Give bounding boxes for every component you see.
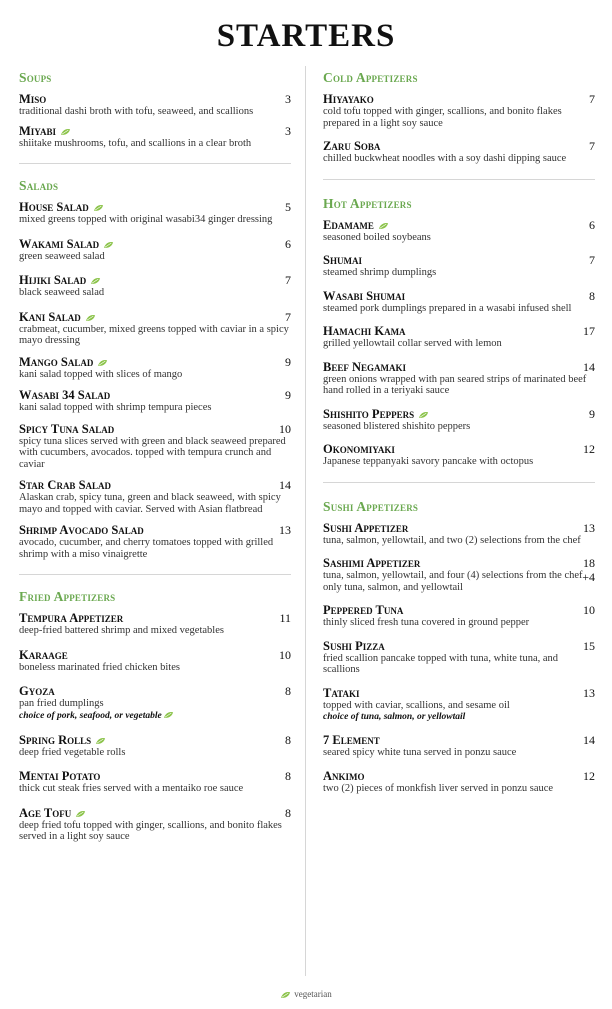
item-description: chilled buckwheat noodles with a soy dashi dipping sauce <box>323 153 567 164</box>
item-price: 13 <box>279 523 291 537</box>
item-name: Gyoza <box>19 684 55 698</box>
item-name: Okonomiyaki <box>323 442 395 456</box>
menu-section-sushi <box>323 499 595 795</box>
menu-section-salads <box>19 178 291 560</box>
item-price: 14 <box>583 359 595 374</box>
item-description: grilled yellowtail collar served with lemon <box>323 338 502 349</box>
menu-section-fried <box>19 589 291 843</box>
item-price: 13 <box>583 685 595 700</box>
menu-item <box>19 355 291 381</box>
item-choice: choice of tuna, salmon, or yellowtail <box>323 712 466 722</box>
item-description: deep fried vegetable rolls <box>19 746 126 758</box>
right-column <box>323 70 595 794</box>
menu-item <box>19 478 291 515</box>
section-title: Hot Appetizers <box>323 195 412 211</box>
item-description: tuna, salmon, yellowtail, and two (2) selections from the chef <box>323 534 581 546</box>
item-name: Mentai Potato <box>19 769 101 783</box>
menu-section-hot <box>323 196 595 468</box>
section-title: Fried Appetizers <box>19 589 116 604</box>
item-description: thinly sliced fresh tuna covered in ground pepper <box>323 617 530 628</box>
item-name: Hamachi Kama <box>323 324 406 338</box>
item-name: Kani Salad <box>19 310 291 324</box>
item-description: black seaweed salad <box>19 287 105 298</box>
menu-item <box>323 556 595 593</box>
item-description: cold tofu topped with ginger, scallions, and bonito flakes prepared in a light soy sauce <box>323 106 562 129</box>
item-name: Wasabi Shumai <box>323 288 406 303</box>
menu-item <box>19 92 291 118</box>
item-name: Shrimp Avocado Salad <box>19 523 144 537</box>
item-name: Miyabi <box>19 124 291 138</box>
item-price: 6 <box>589 217 595 232</box>
item-name: Wakami Salad <box>19 237 291 251</box>
section-divider <box>19 574 291 575</box>
item-price: 8 <box>589 288 595 303</box>
item-price: 7 <box>589 139 595 153</box>
item-name: Karaage <box>19 647 68 662</box>
section-title: Salads <box>19 178 59 193</box>
leaf-icon <box>95 737 106 745</box>
menu-item <box>19 648 291 674</box>
item-name: Ankimo <box>323 768 365 783</box>
menu-item <box>323 218 595 244</box>
leaf-icon <box>418 411 429 419</box>
menu-item <box>19 611 291 637</box>
item-price: 3 <box>285 92 291 106</box>
item-description: spicy tuna slices served with green and black seaweed prepared with cucumbers, avocados. topped with tempura crunch and caviar <box>19 435 286 470</box>
item-price: 17 <box>583 324 595 338</box>
menu-section-cold <box>323 70 595 165</box>
item-description: thick cut steak fries served with a mentaiko roe sauce <box>19 783 244 794</box>
item-name: Hijiki Salad <box>19 273 291 287</box>
item-description: kani salad topped with slices of mango <box>19 368 183 380</box>
menu-item <box>323 639 595 676</box>
menu-item <box>323 521 595 547</box>
item-name: Miso <box>19 92 47 106</box>
item-price: 9 <box>285 388 291 402</box>
leaf-icon <box>163 711 174 719</box>
section-divider <box>323 482 595 483</box>
item-price: 9 <box>285 354 291 369</box>
item-description: two (2) pieces of monkfish liver served in ponzu sauce <box>323 782 554 794</box>
menu-item <box>323 139 595 165</box>
item-price: 12 <box>583 768 595 783</box>
section-title: Soups <box>19 70 52 85</box>
item-price: 10 <box>583 603 595 617</box>
item-price: 6 <box>285 236 291 251</box>
menu-item <box>323 603 595 629</box>
menu-item <box>323 769 595 795</box>
item-price: 11 <box>279 611 291 625</box>
item-price: 8 <box>285 732 291 747</box>
item-price: 7 <box>589 253 595 267</box>
item-price: 7 <box>589 92 595 106</box>
item-price: 15 <box>583 638 595 653</box>
menu-item <box>323 733 595 759</box>
leaf-icon <box>93 204 104 212</box>
item-description: green onions wrapped with pan seared strips of marinated beef hand rolled in a teriyaki sauce <box>323 373 587 396</box>
item-description: Japanese teppanyaki savory pancake with octopus <box>323 456 534 467</box>
leaf-icon <box>90 277 101 285</box>
item-description: green seaweed salad <box>19 250 105 262</box>
item-description: traditional dashi broth with tofu, seaweed, and scallions <box>19 106 254 117</box>
leaf-icon <box>280 991 291 999</box>
item-description: mixed greens topped with original wasabi34 ginger dressing <box>19 214 273 225</box>
item-price: 3 <box>285 123 291 138</box>
section-title: Cold Appetizers <box>323 70 418 85</box>
item-choice: choice of pork, seafood, or vegetable <box>19 710 291 722</box>
item-description: topped with caviar, scallions, and sesame oil <box>323 699 510 711</box>
item-name: Sushi Appetizer <box>323 520 409 535</box>
item-description: deep fried tofu topped with ginger, scallions, and bonito flakes served in a light soy sauce <box>19 819 282 842</box>
item-description: steamed pork dumplings prepared in a wasabi infused shell <box>323 302 572 314</box>
menu-item <box>323 360 595 397</box>
item-price: 9 <box>589 406 595 421</box>
menu-item <box>19 124 291 150</box>
section-title: Sushi Appetizers <box>323 498 419 514</box>
menu-item <box>323 407 595 433</box>
item-name: Spicy Tuna Salad <box>19 421 115 436</box>
leaf-icon <box>85 314 96 322</box>
item-price: 10 <box>279 647 291 662</box>
item-name: 7 Element <box>323 733 380 747</box>
menu-item <box>323 92 595 129</box>
item-name: Beef Negamaki <box>323 359 406 374</box>
leaf-icon <box>60 128 71 136</box>
section-divider <box>323 179 595 180</box>
item-name: Zaru Soba <box>323 139 381 153</box>
section-divider <box>19 163 291 164</box>
item-option-price: +4 <box>582 569 595 584</box>
leaf-icon <box>103 241 114 249</box>
column-divider <box>305 66 306 976</box>
menu-item <box>19 422 291 471</box>
item-name: Tataki <box>323 685 360 700</box>
menu-item <box>19 733 291 759</box>
item-price: 7 <box>285 273 291 287</box>
item-price: 18 <box>583 556 595 570</box>
item-option: only tuna, salmon, and yellowtail +4 <box>323 569 595 593</box>
item-name: Star Crab Salad <box>19 478 112 492</box>
legend <box>0 989 612 999</box>
item-name: Tempura Appetizer <box>19 611 124 625</box>
item-name: Spring Rolls <box>19 733 291 747</box>
menu-item <box>19 237 291 263</box>
item-description: boneless marinated fried chicken bites <box>19 661 180 673</box>
item-price: 8 <box>285 769 291 783</box>
leaf-icon <box>75 810 86 818</box>
item-name: Age Tofu <box>19 806 291 820</box>
item-description: seared spicy white tuna served in ponzu sauce <box>323 747 517 758</box>
item-name: Peppered Tuna <box>323 603 404 617</box>
item-description: crabmeat, cucumber, mixed greens topped with caviar in a spicy mayo dressing <box>19 323 289 346</box>
item-name: Hiyayako <box>323 92 374 106</box>
menu-item <box>19 684 291 722</box>
page-title: STARTERS <box>216 18 396 54</box>
item-name: Shishito Peppers <box>323 407 595 421</box>
menu-item <box>323 686 595 724</box>
item-price: 8 <box>285 805 291 820</box>
item-name: Mango Salad <box>19 355 291 369</box>
menu-item <box>323 324 595 350</box>
item-description: avocado, cucumber, and cherry tomatoes topped with grilled shrimp with a miso vinaigrette <box>19 537 274 560</box>
left-column <box>19 70 291 843</box>
menu-item <box>19 200 291 226</box>
item-price: 12 <box>583 442 595 456</box>
item-description: deep-fried battered shrimp and mixed vegetables <box>19 625 224 636</box>
menu-item <box>19 806 291 843</box>
item-description: kani salad topped with shrimp tempura pieces <box>19 402 212 413</box>
item-price: 8 <box>285 684 291 698</box>
menu-item <box>19 769 291 795</box>
item-name: House Salad <box>19 200 291 214</box>
item-name: Wasabi 34 Salad <box>19 388 111 402</box>
leaf-icon <box>378 222 389 230</box>
item-price: 13 <box>583 520 595 535</box>
item-price: 14 <box>279 478 291 492</box>
item-name: Shumai <box>323 253 362 267</box>
item-name: Sashimi Appetizer <box>323 556 421 570</box>
menu-item <box>323 253 595 279</box>
item-name: Edamame <box>323 218 595 232</box>
item-description: Alaskan crab, spicy tuna, green and black seaweed, with spicy mayo and topped with caviar. Served with Asian flatbread <box>19 492 281 515</box>
leaf-icon <box>97 359 108 367</box>
item-name: Sushi Pizza <box>323 638 385 653</box>
item-description: shiitake mushrooms, tofu, and scallions in a clear broth <box>19 137 252 149</box>
menu-item <box>323 289 595 315</box>
item-price: 7 <box>285 309 291 324</box>
menu-item <box>19 273 291 299</box>
menu-section-soups <box>19 70 291 149</box>
menu-item <box>19 523 291 560</box>
item-description: seasoned boiled soybeans <box>323 231 431 243</box>
item-description: tuna, salmon, yellowtail, and four (4) selections from the chef <box>323 570 583 581</box>
item-description: pan fried dumplings <box>19 698 104 709</box>
item-description: fried scallion pancake topped with tuna, white tuna, and scallions <box>323 652 559 675</box>
item-price: 14 <box>583 733 595 747</box>
item-description: seasoned blistered shishito peppers <box>323 420 471 432</box>
item-price: 10 <box>279 421 291 436</box>
item-price: 5 <box>285 200 291 214</box>
menu-item <box>19 388 291 414</box>
menu-item <box>19 310 291 347</box>
legend-label: vegetarian <box>294 989 332 999</box>
item-description: steamed shrimp dumplings <box>323 267 437 278</box>
menu-item <box>323 442 595 468</box>
